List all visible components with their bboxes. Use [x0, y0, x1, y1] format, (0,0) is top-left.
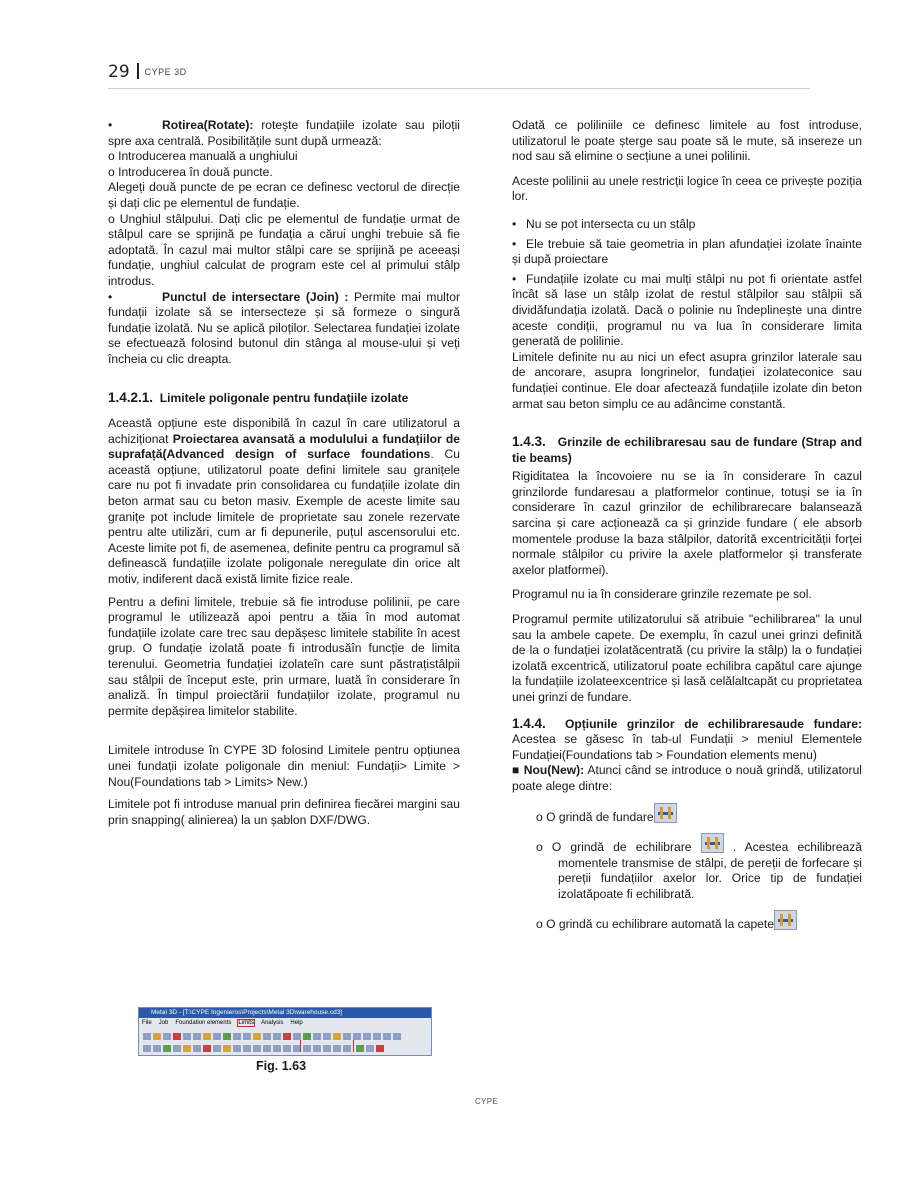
tool-icon — [153, 1033, 161, 1040]
tool-icon — [353, 1033, 361, 1040]
tool-icon — [263, 1033, 271, 1040]
tie-beam-icon — [654, 803, 677, 823]
tool-icon — [223, 1033, 231, 1040]
strap-beam-icon — [701, 833, 724, 853]
rotate-paragraph — [108, 118, 460, 149]
tool-icon — [293, 1033, 301, 1040]
tool-icon — [273, 1033, 281, 1040]
tool-icon — [183, 1045, 191, 1052]
menu-file: File — [142, 1020, 152, 1026]
tool-icon — [263, 1045, 271, 1052]
figure-menu-bar — [139, 1018, 431, 1028]
section-144-paragraph — [512, 716, 862, 764]
text: Atunci când se introduce o nouă grindă, utilizatorul poate alege dintre: — [512, 763, 862, 793]
limits-define-paragraph: Pentru a defini limitele, trebuie să fie introduse polilinii, pe care programul le utilizează apoi pentru a tăia în mod automat fundațiile izolate care trec sau depășesc limitele stabilite în acest grup. O fundație izolată poate fi introdusăîn funcție de limita terenului. Geometria fundației izolateîn care sunt păstrațistâlpii sau stâlpii de început este, prin urmare, luată în considerare în analiză. În timpul proiectării fundațiilor izolate, programul nu permite depășirea limitelor stabilite. — [108, 594, 460, 718]
text: . Acestea echilibrează momentele transmise de stâlpi, de pereții de forfecare și pereții fundațiilor axelor lor. Orice tip de fundației izolatăpoate fi echilibrată. — [558, 840, 862, 901]
text: Fundațiile izolate cu mai mulți stâlpi nu pot fi orientate astfel încât să lase un stâlp izolat de restul stâlpilor sau stâlpii să dividăfundația izolată. Dacă o polinie nu îndeplinește una dintre aceste condiții, programul nu va lua în considerare limita generată de polilinie. — [512, 271, 862, 349]
menu-analysis: Analysis — [261, 1020, 284, 1026]
new-beam-paragraph — [512, 763, 862, 794]
limits-tools-highlight — [302, 1040, 352, 1052]
section-heading-1421 — [108, 390, 460, 407]
text: Nu se pot intersecta cu un stâlp — [526, 216, 696, 231]
tool-icon — [356, 1045, 364, 1052]
figure-caption: Fig. 1.63 — [256, 1059, 307, 1073]
limits-tool-icon — [303, 1045, 311, 1052]
text: Această opțiune este disponibilă în cazul în care utilizatorul a achiziționat — [108, 416, 460, 446]
text: Ele trebuie să taie geometria in plan afundației izolate înainte și după proiectare — [512, 236, 862, 267]
limits-tool-icon — [333, 1045, 341, 1052]
tool-icon — [173, 1045, 181, 1052]
option-strap-beam — [512, 833, 862, 902]
tool-icon — [143, 1045, 151, 1052]
section-title: Opțiunile grinzilor de echilibraresaude fundare: — [564, 716, 862, 731]
restriction-item-2 — [512, 237, 862, 268]
tool-icon — [323, 1033, 331, 1040]
tool-icon — [193, 1033, 201, 1040]
tool-icon — [243, 1045, 251, 1052]
limits-effect-paragraph: Limitele definite nu au nici un efect asupra grinzilor laterale sau de ancorare, asupra longrinelor, fundației izolateconice sau fundației continue. Ele doar afectează fundațiile izolate din beton armat sau beton simplu ce au adâncime constantă. — [512, 349, 862, 411]
figure-window-title: Metal 3D - [T:\CYPE Ingenieros\Projects\Metal 3D\warehouse.cd3] — [139, 1008, 431, 1018]
menu-limits: Limits — [238, 1020, 255, 1026]
tool-icon — [193, 1045, 201, 1052]
option-column-angle: o Unghiul stâlpului. Dați clic pe elementul de fundație urmat de stâlpul care se sprijină pe fundația a cărui unghi trebuie să fie adoptată. În cazul mai multor stâlpi care se sprijină pe aceeași fundație, unghiul calculat de program este cel al primului stâlp introdus. — [108, 211, 460, 288]
tool-icon — [383, 1033, 391, 1040]
bullet: • — [108, 118, 113, 132]
limits-tool-icon — [313, 1045, 321, 1052]
tool-icon — [303, 1033, 311, 1040]
tool-icon — [223, 1045, 231, 1052]
tool-icon — [343, 1033, 351, 1040]
option-two-points: o Introducerea în două puncte. — [108, 164, 273, 179]
join-paragraph — [108, 290, 460, 368]
tool-icon — [253, 1045, 261, 1052]
figure-screenshot — [138, 1007, 432, 1056]
beams-rigidity-paragraph: Rigiditatea la încovoiere nu se ia în considerare în cazul grinzilorde fundaresau a platformelor continue, totuși se ia în considerare în cazul grinzilor de echilibrarecare balansează sarcina și care acționează ca și grinzide fundare ( ele absorb momentele produse la baza stâlpilor, datorită excentricității forței normale stâlpilor cu privire la axele platformelor și transferate axelor platformei). — [512, 469, 862, 577]
auto-strap-beam-icon — [774, 910, 797, 930]
bullet: • — [512, 271, 517, 286]
tool-icon — [243, 1033, 251, 1040]
section-number: 1.4.3. — [512, 434, 546, 450]
tool-icon — [203, 1033, 211, 1040]
tool-icon — [293, 1045, 301, 1052]
bullet: • — [108, 289, 113, 304]
limits-menu-paragraph: Limitele introduse în CYPE 3D folosind Limitele pentru opțiunea unei fundații izolate poligonale din meniul: Fundații> Limite > Nou(Foundations tab > Limits> New.) — [108, 743, 460, 789]
tool-icon — [373, 1033, 381, 1040]
tool-icon — [213, 1033, 221, 1040]
text: o O grindă cu echilibrare automată la capete — [536, 916, 774, 931]
text: o O grindă de echilibrare — [536, 840, 692, 855]
page-footer: CYPE — [475, 1097, 498, 1106]
limits-tool-icon — [343, 1045, 351, 1052]
tool-icon — [253, 1033, 261, 1040]
tool-icon — [283, 1033, 291, 1040]
rotate-title: Rotirea(Rotate): — [162, 118, 254, 132]
header-rule — [108, 88, 810, 89]
section-number: 1.4.4. — [512, 715, 546, 731]
tool-icon — [203, 1045, 211, 1052]
tool-icon — [313, 1033, 321, 1040]
tool-icon — [363, 1033, 371, 1040]
restriction-item-1 — [512, 217, 862, 233]
figure-toolbar-2 — [139, 1040, 431, 1052]
bullet: • — [512, 216, 517, 231]
section-number: 1.4.2.1. — [108, 389, 154, 405]
option-two-points-desc: Alegeți două puncte de pe ecran ce definesc vectorul de direcție și dați clic pe elementul de fundație. — [108, 180, 460, 210]
menu-foundation: Foundation elements — [175, 1020, 232, 1026]
new-title: Nou(New): — [523, 763, 585, 778]
option-foundation-beam — [512, 803, 862, 826]
beams-ground-paragraph: Programul nu ia în considerare grinzile rezemate pe sol. — [512, 587, 812, 602]
tool-icon — [143, 1033, 151, 1040]
header-title: CYPE 3D — [144, 67, 187, 77]
tool-icon — [183, 1033, 191, 1040]
page-number: 29 — [108, 62, 130, 82]
section-144-heading — [512, 717, 862, 731]
tool-icon — [376, 1045, 384, 1052]
square-bullet: ■ — [512, 763, 520, 778]
limits-tool-icon — [323, 1045, 331, 1052]
text: o O grindă de fundare — [536, 809, 654, 824]
tool-icon — [163, 1033, 171, 1040]
tool-icon — [273, 1045, 281, 1052]
page-header — [108, 62, 808, 82]
option-manual: o Introducerea manuală a unghiului — [108, 149, 298, 164]
bold-text: Proiectarea avansată a modulului a fundațiilor de suprafață(Advanced design of surface foundations — [108, 431, 460, 462]
menu-job: Job — [158, 1020, 169, 1026]
tool-icon — [213, 1045, 221, 1052]
rotate-text: rotește fundațiile izolate sau piloții spre axa centrală. Posibilitățile sunt după urmează: — [108, 118, 460, 148]
polylines-edit-paragraph: Odată ce poliliniile ce definesc limitele au fost introduse, utilizatorul le poate șterge sau poate să le mute, să insereze un nod sau să elimine o secțiune a unei polilinii. — [512, 118, 862, 164]
bullet: • — [512, 236, 517, 251]
tool-icon — [333, 1033, 341, 1040]
tool-icon — [153, 1045, 161, 1052]
tool-icon — [163, 1045, 171, 1052]
tool-icon — [393, 1033, 401, 1040]
limits-intro-paragraph — [108, 416, 460, 588]
text: Acestea se găsesc în tab-ul Fundații > meniul Elementele Fundației(Foundations tab > Foundation elements menu) — [512, 732, 862, 762]
join-text: Permite mai multor fundații izolate să se intersecteze și să formeze o singură fundație izolată. Nu se aplică piloților. Selectarea fundației izolate se efectuează folosind butonul din stânga al mouse-ului și veți încheia cu clic dreapta. — [108, 289, 460, 366]
tool-icon — [366, 1045, 374, 1052]
beams-balance-paragraph: Programul permite utilizatorului să atribuie "echilibrarea" la unul sau la ambele capete. De exemplu, în cazul unei grinzi definită de la o fundației izolatăcentrată (cu privire la stâlp) la o fundației izolată excentrică, utilizatorul poate echilibra capătul care ajunge la fundațiile izolateexcentrice și lasă celălaltcapăt cu proprietatea unei grinzi de fundare. — [512, 612, 862, 704]
polylines-restrictions-paragraph: Aceste polilinii au unele restricții logice în ceea ce privește poziția lor. — [512, 173, 862, 204]
option-auto-strap-beam — [512, 910, 862, 933]
left-column — [108, 118, 460, 828]
text: . Cu această opțiune, utilizatorul poate defini limitele sau granițele care nu pot fi invadate prin consolidarea cu fundațiile izolate din beton armat sau cu beton masiv. Exemple de aceste limite sau granițe pot include limitele de proprietate sau zonele rezervate pentru alte utilizări, cum ar fi depunerile, puțul ascensorului etc. Aceste limite pot fi, de asemenea, definite pentru ca programul să definească fundațiile izolate poligonale neregulate din orice alt motiv, indiferent dacă există limite fizice reale. — [108, 447, 460, 587]
restriction-item-3 — [512, 272, 862, 350]
section-title: Limitele poligonale pentru fundațiile izolate — [159, 390, 409, 405]
limits-manual-paragraph: Limitele pot fi introduse manual prin definirea fiecărei margini sau prin snapping( alinierea) la un șablon DXF/DWG. — [108, 797, 460, 827]
tool-icon — [283, 1045, 291, 1052]
header-separator — [137, 63, 139, 79]
menu-help: Help — [290, 1020, 303, 1026]
tool-icon — [233, 1045, 241, 1052]
join-title: Punctul de intersectare (Join) : — [162, 289, 349, 304]
tool-icon — [233, 1033, 241, 1040]
section-heading-143 — [512, 434, 862, 466]
section-title: Grinzile de echilibraresau sau de fundare (Strap and tie beams) — [512, 435, 862, 465]
right-column — [512, 118, 862, 932]
figure-toolbar-1 — [139, 1028, 431, 1040]
tool-icon — [173, 1033, 181, 1040]
